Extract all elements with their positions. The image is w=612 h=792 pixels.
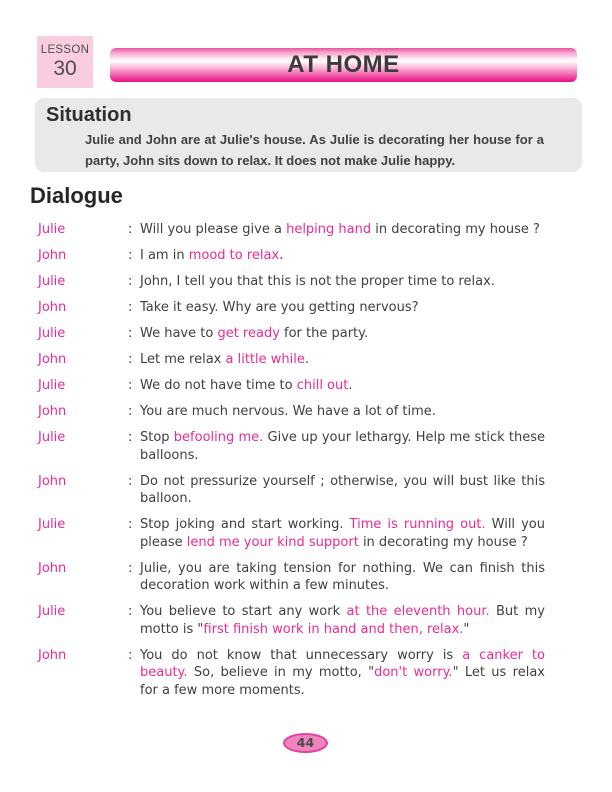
dialogue-heading: Dialogue	[30, 183, 123, 208]
colon-separator: :	[128, 326, 133, 341]
speaker-name: John	[38, 352, 67, 367]
speech-segment: Will you please give a	[140, 222, 287, 237]
speaker-name: Julie	[38, 604, 66, 619]
speech-segment: John, I tell you that this is not the proper time to relax.	[140, 274, 495, 289]
highlighted-phrase: helping hand	[286, 222, 372, 237]
dialogue-entry	[38, 351, 547, 369]
dialogue-entry	[38, 377, 547, 395]
lesson-badge	[37, 36, 93, 88]
lesson-number: 30	[53, 57, 77, 80]
speaker-name: Julie	[38, 517, 66, 532]
speech-segment: But my motto is "	[140, 604, 546, 637]
speech-segment: .	[304, 352, 309, 367]
highlighted-phrase: don't worry.	[374, 665, 453, 680]
speech-text	[140, 473, 545, 508]
speech-text	[140, 351, 545, 369]
speech-segment: "	[463, 621, 470, 637]
speech-segment: I am in	[140, 248, 189, 263]
colon-separator: :	[128, 222, 133, 237]
dialogue-entry	[38, 403, 547, 421]
speech-segment: .	[348, 378, 353, 393]
colon-separator: :	[128, 274, 133, 289]
speech-segment: for the party.	[279, 326, 369, 341]
speaker-name: Julie	[38, 430, 66, 445]
colon-separator: :	[128, 404, 133, 419]
speaker-name: John	[38, 473, 67, 489]
colon-separator: :	[128, 248, 133, 263]
speech-text	[140, 273, 545, 291]
dialogue-entry	[38, 273, 547, 291]
speech-segment: So, believe in my motto, "	[187, 665, 375, 680]
speaker-name: John	[38, 404, 67, 419]
highlighted-phrase: Time is running out.	[349, 517, 486, 532]
highlighted-phrase: a little while	[225, 352, 305, 367]
highlighted-phrase: mood to relax	[188, 248, 280, 263]
speech-segment: Give up your lethargy. Help me stick these balloons.	[140, 430, 546, 463]
speech-text	[140, 403, 545, 421]
highlighted-phrase: lend me your kind support	[186, 534, 359, 550]
highlighted-phrase: get ready	[217, 326, 280, 341]
title-banner	[110, 48, 577, 82]
speaker-name: John	[38, 560, 67, 576]
colon-separator: :	[128, 517, 133, 532]
speech-text	[140, 377, 545, 395]
speech-segment: Take it easy. Why are you getting nervous?	[140, 300, 419, 315]
speech-segment: .	[279, 248, 284, 263]
speech-segment: Stop	[140, 430, 174, 445]
speaker-name: John	[38, 248, 67, 263]
page-number: 44	[296, 735, 315, 750]
speech-segment: Do not pressurize yourself ; otherwise, you will bust like this balloon.	[140, 473, 545, 506]
highlighted-phrase: first finish work in hand and then, relax.	[203, 621, 464, 637]
speech-segment: You do not know that unnecessary worry is	[140, 647, 463, 663]
dialogue-entry	[38, 560, 547, 595]
speech-text	[140, 516, 545, 551]
speech-segment: Stop joking and start working.	[140, 517, 350, 532]
speaker-name: John	[38, 300, 67, 315]
lesson-label: LESSON	[40, 44, 90, 56]
speech-text	[140, 247, 545, 265]
highlighted-phrase: a canker to beauty.	[140, 647, 545, 680]
dialogue-entry	[38, 603, 547, 638]
speech-text	[140, 647, 545, 700]
dialogue-entry	[38, 247, 547, 265]
speech-segment: We have to	[140, 326, 218, 341]
colon-separator: :	[128, 430, 133, 445]
speech-text	[140, 429, 545, 464]
situation-heading: Situation	[46, 104, 132, 126]
speech-segment: Let me relax	[140, 352, 226, 367]
dialogue-entry	[38, 221, 547, 239]
speech-text	[140, 603, 545, 638]
speech-text	[140, 299, 545, 317]
dialogue-entry	[38, 647, 547, 700]
speaker-name: Julie	[38, 326, 66, 341]
speech-text	[140, 221, 545, 239]
colon-separator: :	[128, 300, 133, 315]
speech-segment: You are much nervous. We have a lot of time.	[140, 404, 436, 419]
colon-separator: :	[128, 378, 133, 393]
dialogue-list	[38, 221, 547, 708]
speech-segment: in decorating my house ?	[358, 534, 528, 550]
page-title: AT HOME	[287, 51, 400, 78]
speech-segment: Julie, you are taking tension for nothing. We can finish this decoration work within a few minutes.	[140, 560, 545, 593]
colon-separator: :	[128, 560, 133, 576]
dialogue-entry	[38, 325, 547, 343]
page-number-badge	[283, 733, 328, 753]
situation-box	[35, 98, 582, 172]
speech-segment: in decorating my house ?	[371, 222, 540, 237]
situation-text: Julie and John are at Julie's house. As Julie is decorating her house for a party, John sits down to relax. It does not make Julie happy.	[85, 132, 544, 168]
highlighted-phrase: chill out	[296, 378, 349, 393]
dialogue-entry	[38, 473, 547, 508]
speech-text	[140, 560, 545, 595]
speech-segment: Will you please	[140, 517, 545, 550]
colon-separator: :	[128, 604, 133, 619]
dialogue-entry	[38, 299, 547, 317]
highlighted-phrase: befooling me.	[173, 430, 264, 445]
speech-segment: You believe to start any work	[140, 604, 347, 619]
highlighted-phrase: at the eleventh hour.	[346, 604, 490, 619]
speaker-name: John	[38, 647, 67, 663]
colon-separator: :	[128, 473, 133, 489]
speech-text	[140, 325, 545, 343]
speaker-name: Julie	[38, 274, 66, 289]
dialogue-entry	[38, 429, 547, 464]
dialogue-entry	[38, 516, 547, 551]
speaker-name: Julie	[38, 222, 66, 237]
speech-segment: " Let us relax for a few more moments.	[140, 665, 545, 698]
speaker-name: Julie	[38, 378, 66, 393]
speech-segment: We do not have time to	[140, 378, 297, 393]
colon-separator: :	[128, 352, 133, 367]
colon-separator: :	[128, 647, 133, 663]
